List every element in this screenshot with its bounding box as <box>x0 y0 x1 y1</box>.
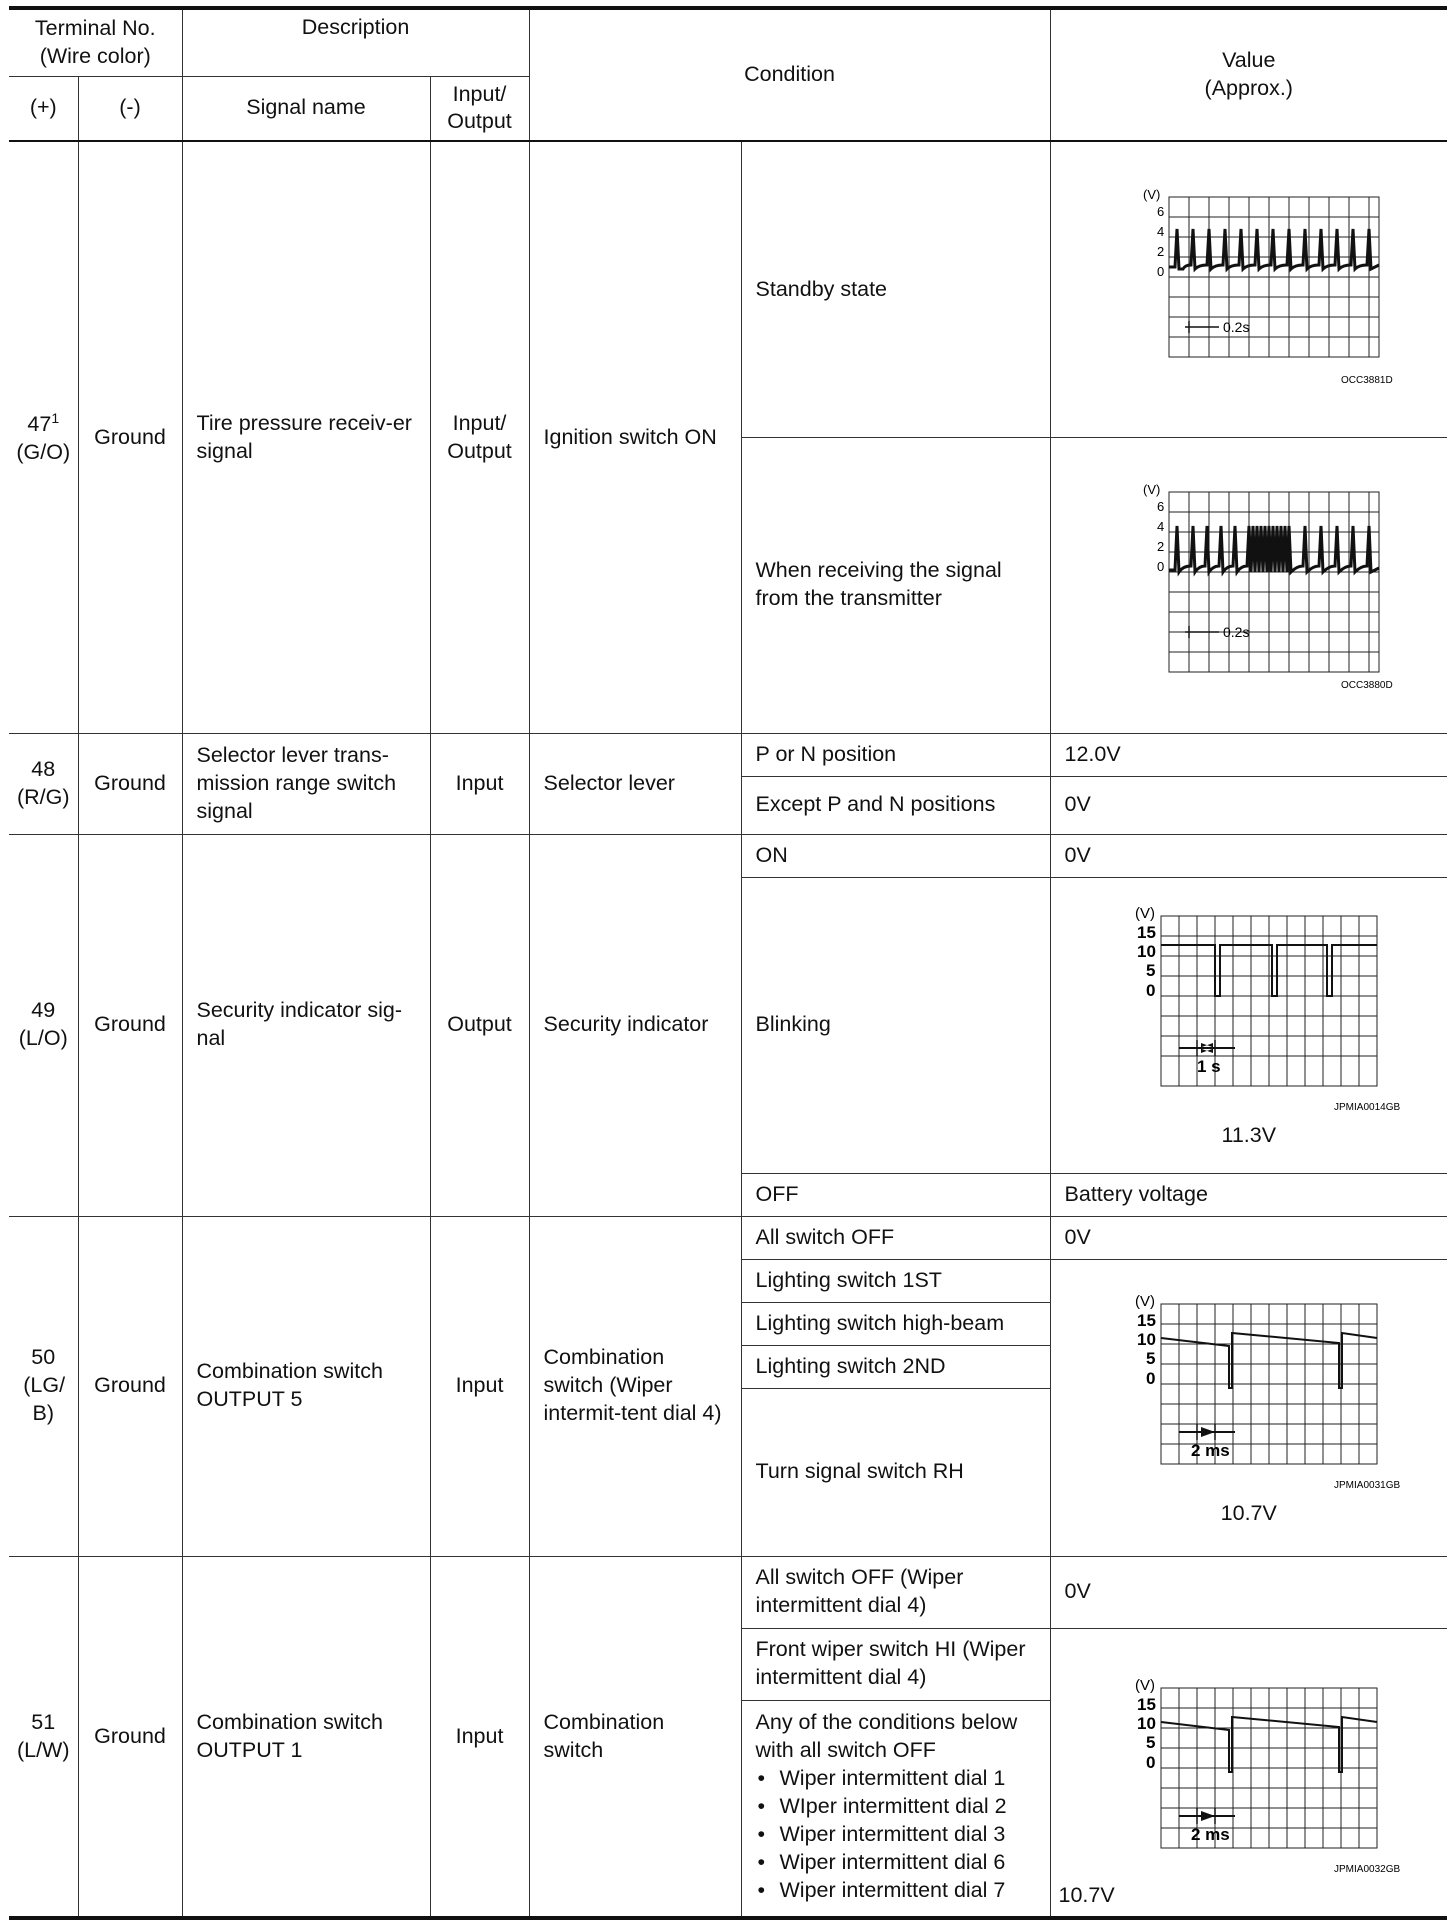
tick: 15 <box>1136 1695 1156 1715</box>
list-item: • Wiper intermittent dial 1 <box>756 1765 1036 1793</box>
tick: 5 <box>1145 1733 1156 1753</box>
wire-color: (G/O) <box>16 439 71 464</box>
wire-color: (LG/ B) <box>23 1373 66 1426</box>
io-49: Output <box>430 834 529 1216</box>
tick: 5 <box>1145 1348 1156 1368</box>
wiper-dial-list <box>756 1765 1036 1905</box>
waveform-cell-47-receiving <box>1050 437 1447 733</box>
ground-51: Ground <box>78 1556 182 1918</box>
figure-id: OCC3880D <box>1340 680 1393 691</box>
tick: 10 <box>1136 1329 1156 1349</box>
list-item: • Wiper intermittent dial 7 <box>756 1877 1036 1905</box>
tick: 6 <box>1156 203 1164 219</box>
list-item: • Wiper intermittent dial 3 <box>756 1821 1036 1849</box>
footnote-marker: 1 <box>51 409 60 426</box>
tick: 15 <box>1136 1310 1156 1330</box>
io-51: Input <box>430 1556 529 1918</box>
value-49-off: Battery voltage <box>1050 1173 1447 1216</box>
subcondition-49-off: OFF <box>741 1173 1050 1216</box>
subcondition-50-turn-rh: Turn signal switch RH <box>741 1388 1050 1556</box>
time-division: 1 s <box>1196 1057 1221 1077</box>
terminal-number: 47 <box>27 411 52 436</box>
axis-unit: (V) <box>1142 482 1161 498</box>
figure-id: JPMIA0032GB <box>1333 1864 1400 1876</box>
header-value <box>1050 8 1447 141</box>
header-terminal <box>9 8 182 76</box>
header-value-label: Value <box>1222 48 1276 73</box>
tick: 4 <box>1156 223 1164 239</box>
tick: 2 <box>1156 243 1164 259</box>
signal-48: Selector lever trans-mission range switch signal <box>182 733 430 834</box>
time-division: 2 ms <box>1190 1825 1230 1845</box>
tick: 0 <box>1156 263 1164 279</box>
terminal-number: 49 <box>31 998 56 1023</box>
ground-47: Ground <box>78 141 182 733</box>
tick: 0 <box>1145 1368 1156 1388</box>
tick: 10 <box>1136 1714 1156 1734</box>
subcondition-51-any <box>741 1700 1050 1918</box>
condition-47: Ignition switch ON <box>529 141 741 733</box>
io-line1: Input/ <box>452 410 507 435</box>
tick: 15 <box>1136 923 1156 943</box>
terminal-51 <box>9 1556 78 1918</box>
signal-47: Tire pressure receiv-er signal <box>182 141 430 733</box>
condition-51: Combination switch <box>529 1556 741 1918</box>
waveform-cell-50 <box>1050 1259 1447 1556</box>
header-plus: (+) <box>9 76 78 141</box>
header-signal-name: Signal name <box>182 76 430 141</box>
ground-50: Ground <box>78 1216 182 1556</box>
subcondition-50-lighting-2nd: Lighting switch 2ND <box>741 1345 1050 1388</box>
header-minus: (-) <box>78 76 182 141</box>
io-47 <box>430 141 529 733</box>
terminal-50 <box>9 1216 78 1556</box>
header-io-line2: Output <box>447 109 512 134</box>
terminal-spec-table <box>9 6 1447 1920</box>
header-description: Description <box>182 8 529 76</box>
waveform-cell-49 <box>1050 877 1447 1173</box>
subcondition-47-receiving: When receiving the signal from the transmitter <box>741 437 1050 733</box>
terminal-number: 51 <box>31 1709 56 1734</box>
tick: 0 <box>1145 981 1156 1001</box>
value-49-on: 0V <box>1050 834 1447 877</box>
wire-color: (R/G) <box>16 784 70 809</box>
value-49-blinking: 11.3V <box>1221 1123 1277 1148</box>
subcondition-48-except: Except P and N positions <box>741 776 1050 834</box>
wire-color: (L/O) <box>18 1026 68 1051</box>
waveform-jpmia0032gb <box>1089 1672 1409 1882</box>
terminal-49 <box>9 834 78 1216</box>
subcondition-50-lighting-1st: Lighting switch 1ST <box>741 1259 1050 1302</box>
any-conditions-intro: Any of the conditions below with all switch OFF <box>755 1709 1018 1762</box>
signal-51: Combination switch OUTPUT 1 <box>182 1556 430 1918</box>
tick: 6 <box>1156 499 1164 515</box>
value-48-except: 0V <box>1050 776 1447 834</box>
waveform-occ3881d <box>1099 185 1399 395</box>
signal-49: Security indicator sig-nal <box>182 834 430 1216</box>
time-division: 2 ms <box>1190 1440 1230 1460</box>
figure-id: OCC3881D <box>1340 374 1393 386</box>
subcondition-49-blinking: Blinking <box>741 877 1050 1173</box>
figure-id: JPMIA0014GB <box>1333 1102 1400 1114</box>
ground-48: Ground <box>78 733 182 834</box>
subcondition-50-all-off: All switch OFF <box>741 1216 1050 1259</box>
tick: 10 <box>1136 942 1156 962</box>
waveform-occ3880d <box>1099 480 1399 690</box>
io-line2: Output <box>447 438 512 463</box>
condition-49: Security indicator <box>529 834 741 1216</box>
header-value-approx: (Approx.) <box>1204 76 1293 101</box>
tick: 0 <box>1145 1753 1156 1773</box>
value-50-all-off: 0V <box>1050 1216 1447 1259</box>
tick: 0 <box>1156 559 1164 575</box>
value-51-all-off: 0V <box>1050 1556 1447 1628</box>
terminal-48 <box>9 733 78 834</box>
header-input-output <box>430 76 529 141</box>
axis-unit: (V) <box>1142 186 1161 202</box>
subcondition-49-on: ON <box>741 834 1050 877</box>
header-io-line1: Input/ <box>452 81 507 106</box>
terminal-number: 50 <box>31 1345 56 1370</box>
axis-unit: (V) <box>1134 905 1155 923</box>
io-50: Input <box>430 1216 529 1556</box>
header-terminal-no: Terminal No. <box>34 15 156 40</box>
axis-unit: (V) <box>1134 1677 1155 1695</box>
subcondition-51-all-off: All switch OFF (Wiper intermittent dial 4) <box>741 1556 1050 1628</box>
tick: 5 <box>1145 961 1156 981</box>
subcondition-48-pn: P or N position <box>741 733 1050 776</box>
waveform-cell-51 <box>1050 1628 1447 1918</box>
waveform-cell-47-standby <box>1050 141 1447 437</box>
time-division: 0.2s <box>1222 318 1250 335</box>
subcondition-50-high-beam: Lighting switch high-beam <box>741 1302 1050 1345</box>
value-50-waveform: 10.7V <box>1220 1500 1277 1525</box>
figure-id: JPMIA0031GB <box>1333 1479 1400 1491</box>
list-item: • Wiper intermittent dial 6 <box>756 1849 1036 1877</box>
tick: 2 <box>1156 539 1164 555</box>
waveform-jpmia0031gb <box>1089 1288 1409 1498</box>
wire-color: (L/W) <box>16 1737 70 1762</box>
tick: 4 <box>1156 519 1164 535</box>
value-51-waveform: 10.7V <box>1058 1883 1115 1908</box>
terminal-number: 48 <box>31 756 56 781</box>
subcondition-51-front-wiper-hi: Front wiper switch HI (Wiper intermittent dial 4) <box>741 1628 1050 1700</box>
io-48: Input <box>430 733 529 834</box>
ground-49: Ground <box>78 834 182 1216</box>
terminal-47 <box>9 141 78 733</box>
value-48-pn: 12.0V <box>1050 733 1447 776</box>
condition-48: Selector lever <box>529 733 741 834</box>
header-condition: Condition <box>529 8 1050 141</box>
condition-50: Combination switch (Wiper intermit-tent dial 4) <box>529 1216 741 1556</box>
time-division: 0.2s <box>1222 624 1250 641</box>
signal-50: Combination switch OUTPUT 5 <box>182 1216 430 1556</box>
waveform-jpmia0014gb <box>1089 900 1409 1120</box>
list-item: • WIper intermittent dial 2 <box>756 1793 1036 1821</box>
header-wire-color: (Wire color) <box>39 43 151 68</box>
subcondition-47-standby: Standby state <box>741 141 1050 437</box>
axis-unit: (V) <box>1134 1292 1155 1310</box>
